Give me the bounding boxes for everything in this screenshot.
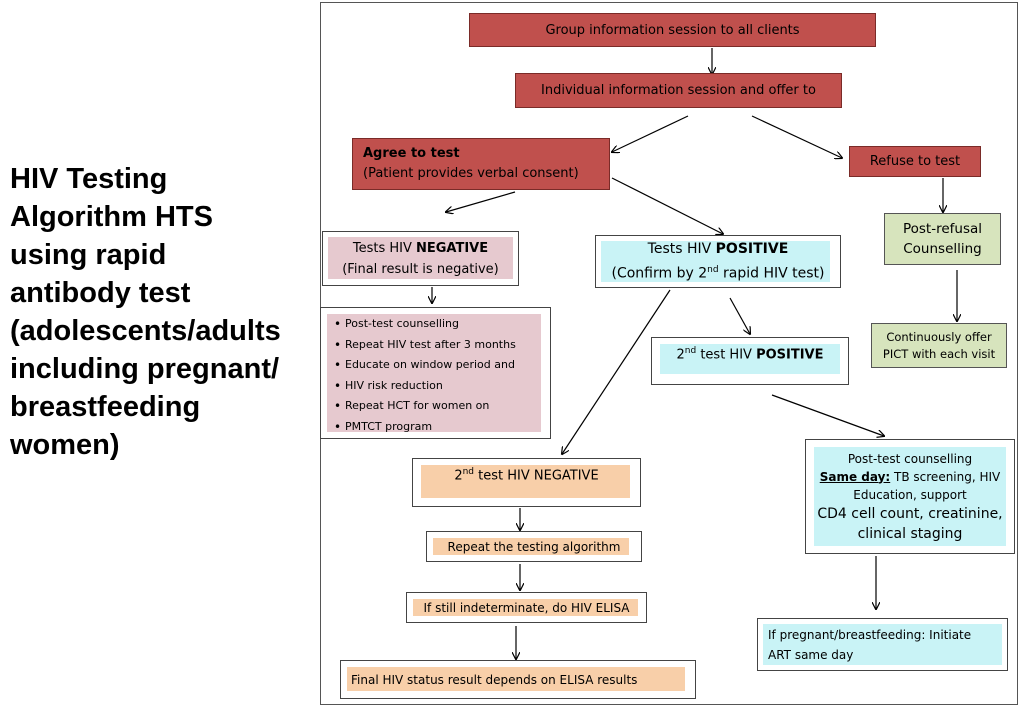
negative-step: • Repeat HIV test after 3 months xyxy=(345,335,516,356)
title-line: women) xyxy=(10,429,120,461)
agree-to-test-box xyxy=(352,138,610,190)
arrow-individual-to-agree xyxy=(612,116,688,152)
negative-steps-list xyxy=(331,314,516,437)
arrow-agree-to-negative xyxy=(446,192,515,212)
art-line: If pregnant/breastfeeding: Initiate xyxy=(768,627,972,642)
refuse-label: Refuse to test xyxy=(869,154,961,169)
group-session-label: Group information session to all clients xyxy=(545,22,800,38)
care-line: CD4 cell count, creatinine, xyxy=(817,505,1003,522)
post-refusal-line: Counselling xyxy=(903,241,982,257)
repeat-algorithm-box xyxy=(426,531,642,562)
individual-session-label: Individual information session and offer to xyxy=(541,83,816,98)
arrow-positive-to-second-positive xyxy=(730,298,750,334)
negative-subtitle: (Final result is negative) xyxy=(342,261,499,277)
art-line: ART same day xyxy=(768,647,854,662)
negative-steps-box xyxy=(320,307,551,439)
continuous-offer-line: Continuously offer xyxy=(886,329,992,344)
negative-keyword: NEGATIVE xyxy=(416,240,489,256)
title-line: (adolescents/adults xyxy=(10,315,281,347)
negative-step-continued: • HIV risk reduction xyxy=(345,376,516,397)
art-box xyxy=(757,618,1008,671)
title-line: using rapid xyxy=(10,239,167,271)
positive-subtitle: (Confirm by 2nd rapid HIV test) xyxy=(611,264,825,282)
second-positive-box xyxy=(651,337,849,385)
title-line: breastfeeding xyxy=(10,391,201,423)
title-line: including pregnant/ xyxy=(10,353,280,385)
negative-step: • Post-test counselling xyxy=(345,314,516,335)
arrow-second-positive-to-care xyxy=(772,395,884,436)
repeat-algorithm-label: Repeat the testing algorithm xyxy=(447,539,621,554)
agree-subtitle: (Patient provides verbal consent) xyxy=(363,166,579,181)
positive-keyword: POSITIVE xyxy=(715,240,789,257)
care-line: clinical staging xyxy=(857,525,963,542)
second-negative-box xyxy=(412,458,641,507)
post-refusal-box xyxy=(884,213,1001,265)
negative-step: • Repeat HCT for women on xyxy=(345,396,516,417)
care-box xyxy=(805,439,1015,554)
individual-session-box xyxy=(515,73,842,108)
positive-prefix: Tests HIV xyxy=(647,240,716,257)
care-line: Education, support xyxy=(853,487,967,502)
elisa-box xyxy=(406,592,647,623)
refuse-box xyxy=(849,146,981,177)
care-line: Post-test counselling xyxy=(847,451,973,466)
continuous-offer-line: PICT with each visit xyxy=(882,346,996,361)
agree-title: Agree to test xyxy=(363,146,460,161)
second-negative-label: 2nd test HIV NEGATIVE xyxy=(454,467,599,484)
final-status-box xyxy=(340,660,696,699)
negative-step-continued: • PMTCT program xyxy=(345,417,516,438)
arrow-agree-to-positive xyxy=(612,178,723,234)
title-line: HIV Testing xyxy=(10,163,168,195)
second-positive-label: 2nd test HIV POSITIVE xyxy=(676,346,824,363)
title-line: antibody test xyxy=(10,277,191,309)
arrow-individual-to-refuse xyxy=(752,116,842,158)
elisa-label: If still indeterminate, do HIV ELISA xyxy=(423,600,630,615)
negative-prefix: Tests HIV xyxy=(352,240,416,256)
care-line: Same day: TB screening, HIV xyxy=(819,469,1001,484)
continuous-offer-box xyxy=(871,323,1007,368)
group-session-box xyxy=(469,13,876,47)
positive-result-box xyxy=(595,235,841,288)
post-refusal-line: Post-refusal xyxy=(902,221,983,237)
final-status-label: Final HIV status result depends on ELISA results xyxy=(351,672,638,687)
negative-result-box xyxy=(322,231,519,286)
negative-step: • Educate on window period and xyxy=(345,355,516,376)
title-line: Algorithm HTS xyxy=(10,201,213,233)
